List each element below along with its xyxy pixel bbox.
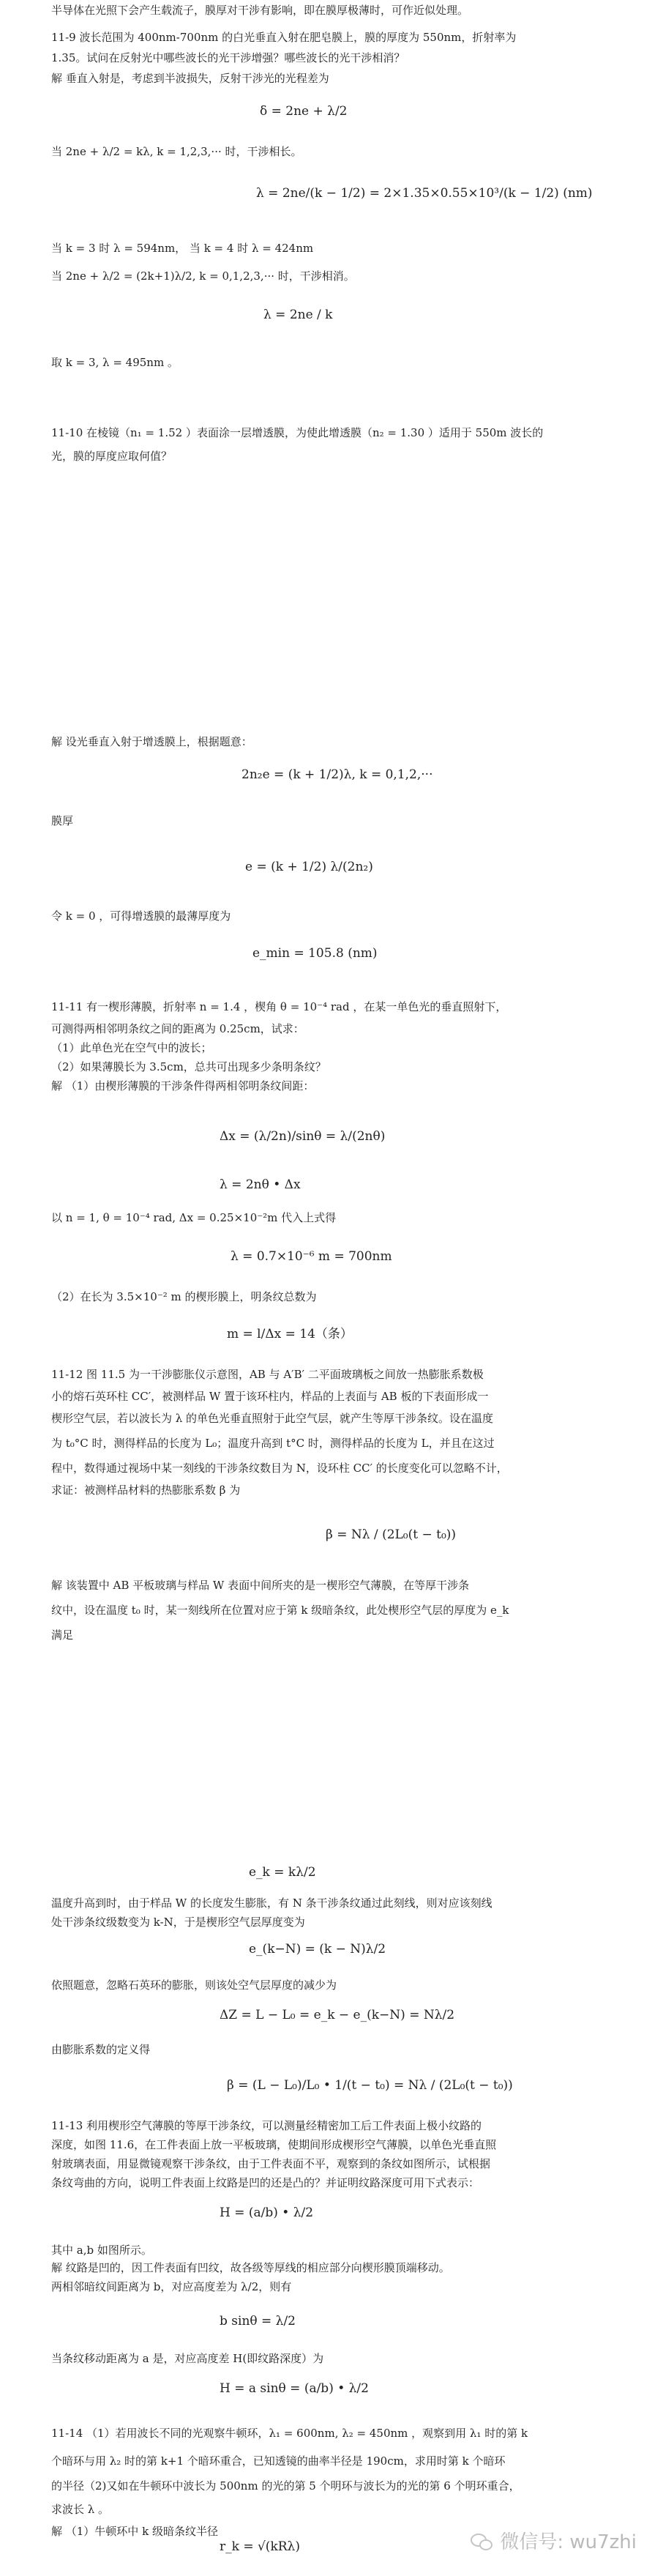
text-line: 楔形空气层，若以波长为 λ 的单色光垂直照射于此空气层，就产生等厚干涉条纹。设在温度 bbox=[51, 1412, 494, 1425]
equation: λ = 2ne / k bbox=[263, 308, 333, 322]
text-line: 11-10 在棱镜（n₁ = 1.52 ）表面涂一层增透膜，为使此增透膜（n₂ = 1.30 ）适用于 550m 波长的 bbox=[51, 426, 544, 439]
equation: β = (L − L₀)/L₀ • 1/(t − t₀) = Nλ / (2L₀(t − t₀)) bbox=[227, 2078, 513, 2093]
text-line: 当 k = 3 时 λ = 594nm， 当 k = 4 时 λ = 424nm bbox=[51, 242, 314, 255]
equation: H = a sinθ = (a/b) • λ/2 bbox=[220, 2381, 369, 2396]
text-line: 深度，如图 11.6，在工件表面上放一平板玻璃，使期间形成楔形空气薄膜，以单色光垂直照 bbox=[51, 2138, 497, 2151]
text-line: 解 垂直入射是，考虑到半波损失，反射干涉光的光程差为 bbox=[51, 72, 329, 85]
equation: b sinθ = λ/2 bbox=[220, 2314, 296, 2329]
text-line: 由膨胀系数的定义得 bbox=[51, 2043, 151, 2056]
text-line: 解 该装置中 AB 平板玻璃与样品 W 表面中间所夹的是一楔形空气薄膜，在等厚干涉条 bbox=[51, 1579, 470, 1592]
text-line: 当 2ne + λ/2 = kλ, k = 1,2,3,··· 时，干涉相长。 bbox=[51, 145, 302, 158]
text-line: 两相邻暗纹间距离为 b，对应高度差为 λ/2，则有 bbox=[51, 2280, 292, 2293]
text-line: （2）如果薄膜长为 3.5cm，总共可出现多少条明条纹？ bbox=[51, 1060, 326, 1073]
text-line: 解 （1）牛顿环中 k 级暗条纹半径 bbox=[51, 2525, 218, 2538]
text-line: 小的熔石英环柱 CC′，被测样品 W 置于该环柱内，样品的上表面与 AB 板的下表面形成一 bbox=[51, 1390, 489, 1403]
equation: e = (k + 1/2) λ/(2n₂) bbox=[245, 860, 373, 874]
equation: Δx = (λ/2n)/sinθ = λ/(2nθ) bbox=[220, 1129, 386, 1144]
text-line: 当 2ne + λ/2 = (2k+1)λ/2, k = 0,1,2,3,··· 时，干涉相消。 bbox=[51, 269, 355, 283]
text-line: 解 设光垂直入射于增透膜上，根据题意： bbox=[51, 735, 252, 748]
text-line: 11-14 （1）若用波长不同的光观察牛顿环，λ₁ = 600nm, λ₂ = 450nm ，观察到用 λ₁ 时的第 k bbox=[51, 2427, 528, 2440]
equation: 2n₂e = (k + 1/2)λ, k = 0,1,2,··· bbox=[241, 767, 433, 782]
equation: λ = 2nθ • Δx bbox=[220, 1177, 301, 1192]
text-line: 其中 a,b 如图所示。 bbox=[51, 2244, 152, 2257]
equation: δ = 2ne + λ/2 bbox=[260, 104, 348, 119]
text-line: 纹中，设在温度 t₀ 时，某一刻线所在位置对应于第 k 级暗条纹，此处楔形空气层的厚度为 e_k bbox=[51, 1604, 509, 1617]
text-line: 取 k = 3, λ = 495nm 。 bbox=[51, 356, 179, 369]
text-line: 个暗环与用 λ₂ 时的第 k+1 个暗环重合，已知透镜的曲率半径是 190cm，求用时第 k 个暗环 bbox=[51, 2454, 506, 2468]
equation: H = (a/b) • λ/2 bbox=[220, 2205, 314, 2220]
equation: e_min = 105.8 (nm) bbox=[252, 946, 378, 961]
text-line: 光，膜的厚度应取何值？ bbox=[51, 450, 173, 463]
text-line: 求证：被测样品材料的热膨胀系数 β 为 bbox=[51, 1484, 241, 1497]
text-line: 的半径（2)又如在牛顿环中波长为 500nm 的光的第 5 个明环与波长为的光的第 6 个明环重合， bbox=[51, 2479, 520, 2493]
text-line: 求波长 λ 。 bbox=[51, 2503, 110, 2516]
text-line: 11-12 图 11.5 为一干涉膨胀仪示意图，AB 与 A′B′ 二平面玻璃板之间放一热膨胀系数极 bbox=[51, 1368, 484, 1381]
text-line: 射玻璃表面，用显微镜观察干涉条纹，由于工件表面不平，观察到的条纹如图所示，试根据 bbox=[51, 2157, 491, 2170]
watermark-text: 微信号: wu7zhi bbox=[500, 2531, 637, 2553]
equation: e_(k−N) = (k − N)λ/2 bbox=[249, 1942, 386, 1957]
text-line: 11-11 有一楔形薄膜，折射率 n = 1.4 ，楔角 θ = 10⁻⁴ rad ，在某一单色光的垂直照射下， bbox=[51, 1000, 507, 1013]
text-line: 以 n = 1, θ = 10⁻⁴ rad, Δx = 0.25×10⁻²m 代入上式得 bbox=[51, 1211, 337, 1224]
text-line: 11-13 利用楔形空气薄膜的等厚干涉条纹，可以测量经精密加工后工件表面上极小纹路的 bbox=[51, 2119, 482, 2132]
equation: λ = 2ne/(k − 1/2) = 2×1.35×0.55×10³/(k − 1/2) (nm) bbox=[256, 186, 593, 201]
text-line: 条纹弯曲的方向，说明工件表面上纹路是凹的还是凸的？并证明纹路深度可用下式表示： bbox=[51, 2176, 480, 2189]
text-line: 半导体在光照下会产生载流子，膜厚对干涉有影响，即在膜厚极薄时，可作近似处理。 bbox=[51, 4, 469, 17]
text-line: 满足 bbox=[51, 1628, 74, 1642]
equation: λ = 0.7×10⁻⁶ m = 700nm bbox=[231, 1249, 392, 1264]
text-line: 解 纹路是凹的，因工件表面有凹纹，故各级等厚线的相应部分向楔形膜顶端移动。 bbox=[51, 2261, 450, 2274]
text-line: 依照题意，忽略石英环的膨胀，则该处空气层厚度的减少为 bbox=[51, 1978, 337, 1992]
equation: e_k = kλ/2 bbox=[249, 1865, 316, 1880]
equation: m = l/Δx = 14（条） bbox=[227, 1327, 353, 1341]
text-line: （1）此单色光在空气中的波长； bbox=[51, 1041, 212, 1054]
text-line: 当条纹移动距离为 a 是，对应高度差 H(即纹路深度）为 bbox=[51, 2352, 324, 2365]
text-line: 1.35。试问在反射光中哪些波长的光干涉增强？哪些波长的光干涉相消？ bbox=[51, 51, 405, 64]
equation: ΔZ = L − L₀ = e_k − e_(k−N) = Nλ/2 bbox=[220, 2008, 455, 2022]
text-line: 11-9 波长范围为 400nm-700nm 的白光垂直入射在肥皂膜上，膜的厚度为 550nm，折射率为 bbox=[51, 31, 517, 44]
text-line: （2）在长为 3.5×10⁻² m 的楔形膜上，明条纹总数为 bbox=[51, 1290, 317, 1303]
wechat-icon bbox=[471, 2532, 492, 2550]
equation: r_k = √(kRλ) bbox=[220, 2539, 300, 2554]
text-line: 处干涉条纹级数变为 k-N，于是楔形空气层厚度变为 bbox=[51, 1916, 305, 1929]
text-line: 解 （1）由楔形薄膜的干涉条件得两相邻明条纹间距： bbox=[51, 1079, 315, 1092]
text-line: 可测得两相邻明条纹之间的距离为 0.25cm，试求： bbox=[51, 1022, 304, 1035]
text-line: 令 k = 0 ，可得增透膜的最薄厚度为 bbox=[51, 909, 231, 923]
text-line: 为 t₀°C 时，测得样品的长度为 L₀；温度升高到 t°C 时，测得样品的长度为 L，并且在这过 bbox=[51, 1437, 495, 1450]
watermark bbox=[471, 2527, 637, 2554]
text-line: 温度升高到时，由于样品 W 的长度发生膨胀，有 N 条干涉条纹通过此刻线，则对应该刻线 bbox=[51, 1896, 492, 1910]
text-line: 膜厚 bbox=[51, 814, 74, 827]
text-line: 程中，数得通过视场中某一刻线的干涉条纹数目为 N，设环柱 CC′ 的长度变化可以忽略不计， bbox=[51, 1462, 508, 1475]
equation: β = Nλ / (2L₀(t − t₀)) bbox=[326, 1527, 457, 1542]
